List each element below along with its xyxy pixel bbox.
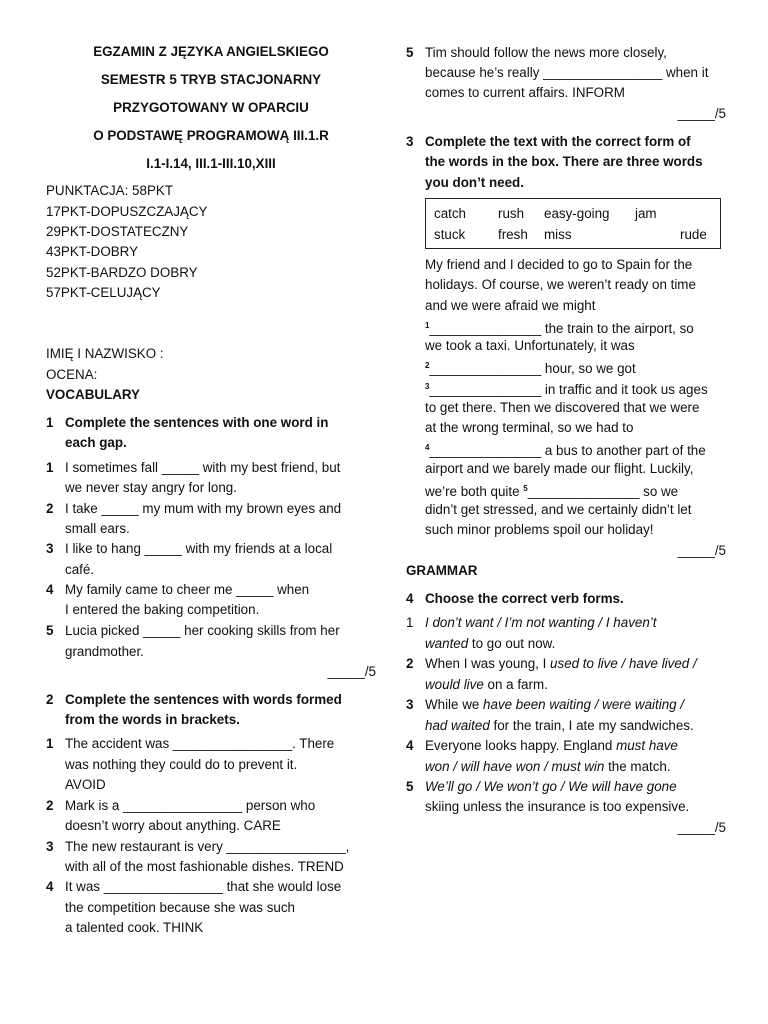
item-text: was nothing they could do to prevent it.	[65, 757, 298, 772]
exercise-1-instruction: Complete the sentences with one word in	[65, 415, 329, 430]
item-text: I take _____ my mum with my brown eyes and	[65, 501, 342, 516]
item-text: skiing unless the insurance is too expensive.	[425, 799, 690, 814]
gap-number: 2	[425, 361, 430, 370]
item-line	[425, 615, 657, 631]
word-box	[425, 198, 721, 249]
item-text: When I was young, I	[425, 656, 551, 671]
exercise-2-instruction: from the words in brackets.	[65, 712, 240, 727]
item-line	[425, 656, 697, 672]
vocabulary-heading: VOCABULARY	[46, 387, 140, 402]
word-box-word: catch	[434, 206, 467, 221]
grading-bardzo-dobry: 52PKT-BARDZO DOBRY	[46, 265, 198, 280]
item-text: grandmother.	[65, 644, 144, 659]
item-text: small ears.	[65, 521, 130, 536]
item-number: 4	[406, 738, 414, 753]
item-text: café.	[65, 562, 95, 577]
exercise-4-score: _____/5	[677, 820, 726, 835]
text-line: _______________ hour, so we got	[429, 361, 636, 376]
item-text: I sometimes fall _____ with my best friend, but	[65, 460, 341, 475]
header-line-1: EGZAMIN Z JĘZYKA ANGIELSKIEGO	[93, 44, 329, 59]
exercise-2-instruction: Complete the sentences with words formed	[65, 692, 342, 707]
grading-dobry: 43PKT-DOBRY	[46, 244, 139, 259]
item-number: 4	[46, 582, 54, 597]
text-line: at the wrong terminal, so we had to	[425, 420, 634, 435]
item-line	[425, 636, 555, 652]
text-line: airport and we barely made our flight. Luckily,	[425, 461, 694, 476]
item-text: I entered the baking competition.	[65, 602, 260, 617]
text-line: _______________ a bus to another part of the	[429, 443, 706, 458]
verb-options: have been waiting / were waiting /	[483, 697, 685, 712]
verb-options: had waited	[425, 718, 490, 733]
text-line-gap-2	[425, 358, 636, 377]
item-number: 3	[406, 697, 414, 712]
item-line	[425, 759, 671, 775]
grading-total: PUNKTACJA: 58PKT	[46, 183, 173, 198]
text-line-gap-1	[425, 318, 694, 337]
item-text: because he’s really ________________ when it	[425, 65, 709, 80]
item-number: 2	[406, 656, 414, 671]
item-text: Mark is a ________________ person who	[65, 798, 316, 813]
item-number: 5	[406, 779, 414, 794]
text-line: _______________ in traffic and it took us ages	[429, 382, 708, 397]
item-number: 4	[46, 879, 54, 894]
verb-options: would live	[425, 677, 484, 692]
item-text: comes to current affairs. INFORM	[425, 85, 625, 100]
text-line-gap-3	[425, 379, 708, 398]
gap-number: 4	[425, 443, 430, 452]
header-line-5: I.1-I.14, III.1-III.10,XIII	[146, 156, 276, 171]
gap-number: 1	[425, 321, 430, 330]
item-number: 3	[46, 541, 54, 556]
item-text: the match.	[604, 759, 671, 774]
item-text: Everyone looks happy. England	[425, 738, 617, 753]
text-line-gap-5	[425, 481, 678, 500]
exercise-4-instruction: Choose the correct verb forms.	[425, 591, 624, 606]
item-text: The accident was ________________. There	[65, 736, 335, 751]
exercise-3-number: 3	[406, 134, 414, 149]
verb-options: must have	[616, 738, 678, 753]
grading-dopuszczajacy: 17PKT-DOPUSZCZAJĄCY	[46, 204, 208, 219]
grade-label: OCENA:	[46, 367, 98, 382]
gap-number: 5	[523, 484, 528, 493]
item-line	[425, 677, 548, 693]
exercise-2-number: 2	[46, 692, 54, 707]
word-box-word: rude	[680, 227, 707, 242]
grammar-heading: GRAMMAR	[406, 563, 478, 578]
item-number: 1	[46, 736, 54, 751]
exercise-1-instruction: each gap.	[65, 435, 127, 450]
word-box-word: fresh	[498, 227, 528, 242]
item-number: 1	[46, 460, 54, 475]
exercise-3-score: _____/5	[677, 543, 726, 558]
text-line: to get there. Then we discovered that we were	[425, 400, 700, 415]
item-number: 2	[46, 798, 54, 813]
text-line-gap-4	[425, 440, 706, 459]
grading-dostateczny: 29PKT-DOSTATECZNY	[46, 224, 189, 239]
item-text: Tim should follow the news more closely,	[425, 45, 667, 60]
item-text: we never stay angry for long.	[65, 480, 237, 495]
item-line	[425, 799, 689, 815]
item-number: 5	[46, 623, 54, 638]
exercise-2-score: _____/5	[677, 106, 726, 121]
item-text: I like to hang _____ with my friends at a local	[65, 541, 333, 556]
item-text: doesn’t worry about anything. CARE	[65, 818, 281, 833]
exercise-3-instruction: the words in the box. There are three words	[425, 154, 703, 169]
item-text: AVOID	[65, 777, 106, 792]
item-text: While we	[425, 697, 484, 712]
item-number: 1	[406, 615, 414, 630]
word-box-word: rush	[498, 206, 525, 221]
name-label: IMIĘ I NAZWISKO :	[46, 346, 164, 361]
exercise-4-number: 4	[406, 591, 414, 606]
text-line: we took a taxi. Unfortunately, it was	[425, 338, 635, 353]
text-line: and we were afraid we might	[425, 298, 596, 313]
item-text: Lucia picked _____ her cooking skills from her	[65, 623, 340, 638]
word-box-word: easy-going	[544, 206, 610, 221]
verb-options: used to live / have lived /	[550, 656, 697, 671]
verb-options: We’ll go / We won’t go / We will have gone	[425, 779, 677, 794]
exercise-3-instruction: Complete the text with the correct form of	[425, 134, 691, 149]
header-line-2: SEMESTR 5 TRYB STACJONARNY	[100, 72, 322, 87]
item-text: for the train, I ate my sandwiches.	[489, 718, 694, 733]
text-line: holidays. Of course, we weren’t ready on time	[425, 277, 696, 292]
item-text: My family came to cheer me _____ when	[65, 582, 310, 597]
text-line: we’re both quite	[425, 484, 524, 499]
word-box-word: jam	[635, 206, 657, 221]
item-text: It was ________________ that she would lose	[65, 879, 342, 894]
exercise-1-number: 1	[46, 415, 54, 430]
grading-celujacy: 57PKT-CELUJĄCY	[46, 285, 161, 300]
item-line	[425, 697, 684, 713]
gap-number: 3	[425, 382, 430, 391]
item-line	[425, 738, 678, 754]
item-text: with all of the most fashionable dishes. TREND	[65, 859, 344, 874]
word-box-word: miss	[544, 227, 572, 242]
text-line: _______________ so we	[527, 484, 679, 499]
exercise-3-instruction: you don’t need.	[425, 175, 524, 190]
word-box-word: stuck	[434, 227, 466, 242]
item-line	[425, 718, 694, 734]
item-text: The new restaurant is very ________________,	[65, 839, 350, 854]
item-number: 5	[406, 45, 414, 60]
text-line: _______________ the train to the airport, so	[429, 321, 694, 336]
verb-options: wanted	[425, 636, 469, 651]
item-text: the competition because she was such	[65, 900, 296, 915]
text-line: didn’t get stressed, and we certainly didn’t let	[425, 502, 692, 517]
item-number: 3	[46, 839, 54, 854]
text-line: My friend and I decided to go to Spain for the	[425, 257, 693, 272]
exercise-1-score: _____/5	[327, 664, 376, 679]
header-line-3: PRZYGOTOWANY W OPARCIU	[113, 100, 309, 115]
item-line	[425, 779, 677, 795]
verb-options: I don’t want / I’m not wanting / I haven’t	[425, 615, 657, 630]
verb-options: won / will have won / must win	[425, 759, 605, 774]
item-text: on a farm.	[483, 677, 548, 692]
item-text: a talented cook. THINK	[65, 920, 204, 935]
header-line-4: O PODSTAWĘ PROGRAMOWĄ III.1.R	[93, 128, 329, 143]
item-text: to go out now.	[468, 636, 556, 651]
text-line: such minor problems spoil our holiday!	[425, 522, 654, 537]
item-number: 2	[46, 501, 54, 516]
